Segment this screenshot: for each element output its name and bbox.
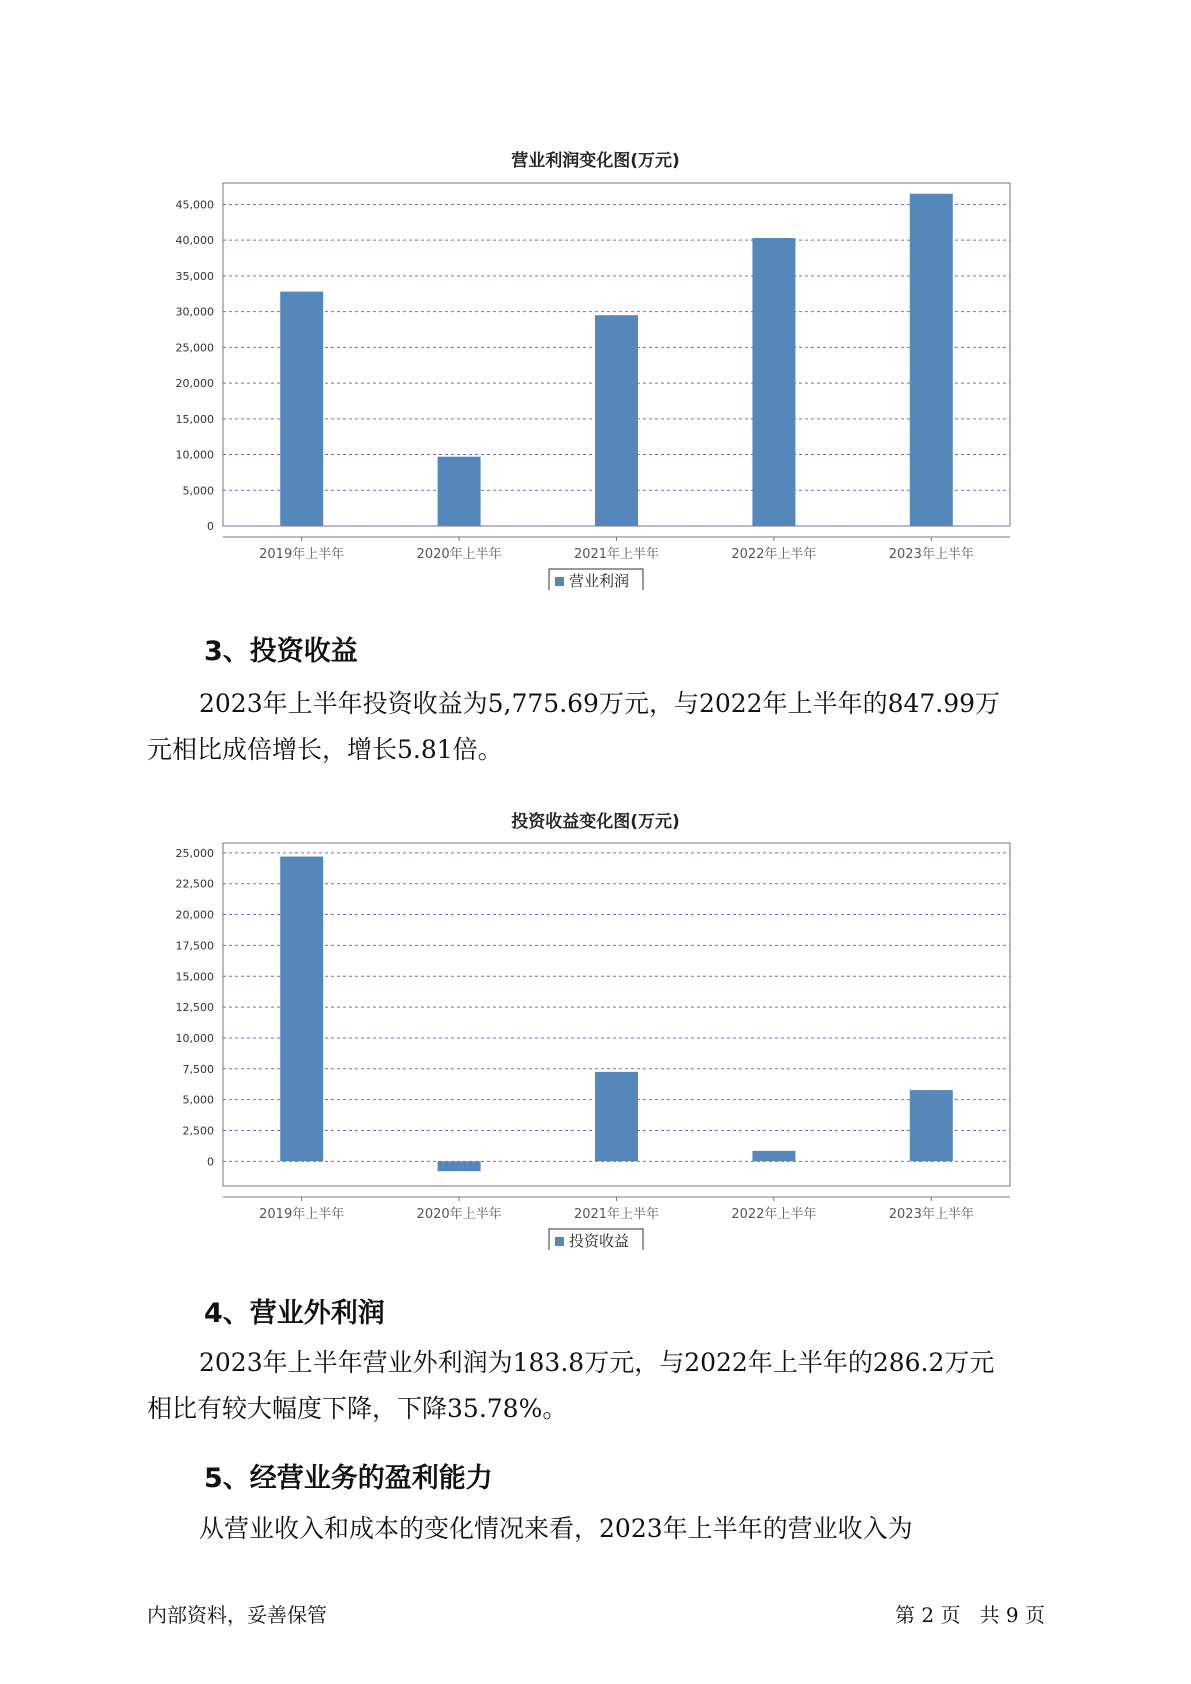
y-tick-label: 7,500 [182, 1062, 214, 1076]
bar [595, 315, 638, 526]
y-tick-label: 2,500 [182, 1124, 214, 1138]
y-tick-label: 40,000 [175, 234, 214, 248]
section3-paragraph [147, 681, 1047, 773]
investment-income-chart [0, 830, 1191, 1250]
y-tick-label: 22,500 [175, 877, 214, 891]
legend-label: 营业利润 [569, 572, 630, 590]
x-tick-label: 2023年上半年 [888, 1207, 974, 1222]
x-tick-label: 2019年上半年 [259, 1207, 345, 1222]
section4-line-1: 2023年上半年营业外利润为183.8万元，与2022年上半年的286.2万元 [199, 1348, 995, 1377]
y-tick-label: 5,000 [182, 484, 214, 498]
y-tick-label: 20,000 [175, 377, 214, 391]
bar [280, 292, 323, 526]
y-tick-label: 17,500 [175, 939, 214, 953]
x-tick-label: 2020年上半年 [416, 547, 502, 562]
y-tick-label: 10,000 [175, 1031, 214, 1045]
footer-page-number: 第 2 页 共 9 页 [895, 1603, 1045, 1627]
y-tick-label: 35,000 [175, 269, 214, 283]
y-tick-label: 15,000 [175, 970, 214, 984]
bar [595, 1072, 638, 1161]
y-tick-label: 12,500 [175, 1001, 214, 1015]
x-tick-label: 2021年上半年 [573, 547, 660, 562]
section4-paragraph [147, 1340, 1047, 1432]
x-tick-label: 2022年上半年 [731, 547, 817, 562]
operating-profit-chart [0, 170, 1191, 590]
chart1-title: 营业利润变化图(万元) [511, 151, 680, 171]
x-tick-label: 2019年上半年 [259, 547, 345, 562]
y-tick-label: 45,000 [175, 198, 214, 212]
y-tick-label: 5,000 [182, 1093, 214, 1107]
x-tick-label: 2023年上半年 [888, 547, 974, 562]
legend-swatch [555, 577, 564, 586]
x-tick-label: 2021年上半年 [573, 1207, 660, 1222]
y-tick-label: 20,000 [175, 908, 214, 922]
bar [752, 238, 795, 526]
chart2-title: 投资收益变化图(万元) [511, 812, 680, 832]
y-tick-label: 25,000 [175, 846, 214, 860]
bar [438, 457, 481, 526]
bar [752, 1151, 795, 1161]
y-tick-label: 15,000 [175, 412, 214, 426]
bar [280, 857, 323, 1162]
y-tick-label: 10,000 [175, 448, 214, 462]
y-tick-label: 30,000 [175, 305, 214, 319]
x-tick-label: 2020年上半年 [416, 1207, 502, 1222]
x-tick-label: 2022年上半年 [731, 1207, 817, 1222]
bar [910, 1090, 953, 1161]
bar [910, 194, 953, 526]
y-tick-label: 25,000 [175, 341, 214, 355]
footer-left: 内部资料，妥善保管 [147, 1603, 327, 1627]
section4-heading: 4、营业外利润 [204, 1298, 385, 1329]
legend-label: 投资收益 [569, 1232, 630, 1250]
bar [438, 1161, 481, 1171]
y-tick-label: 0 [207, 520, 214, 533]
section4-line-2: 相比有较大幅度下降，下降35.78%。 [147, 1394, 568, 1423]
section3-line-1: 2023年上半年投资收益为5,775.69万元，与2022年上半年的847.99万 [199, 689, 1001, 718]
legend-swatch [555, 1237, 564, 1246]
y-tick-label: 0 [207, 1155, 214, 1169]
section3-line-2: 元相比成倍增长，增长5.81倍。 [147, 735, 503, 764]
section5-heading: 5、经营业务的盈利能力 [204, 1463, 493, 1494]
section5-paragraph [147, 1506, 1047, 1552]
section5-line-1: 从营业收入和成本的变化情况来看，2023年上半年的营业收入为 [199, 1514, 913, 1543]
section3-heading: 3、投资收益 [204, 636, 358, 667]
